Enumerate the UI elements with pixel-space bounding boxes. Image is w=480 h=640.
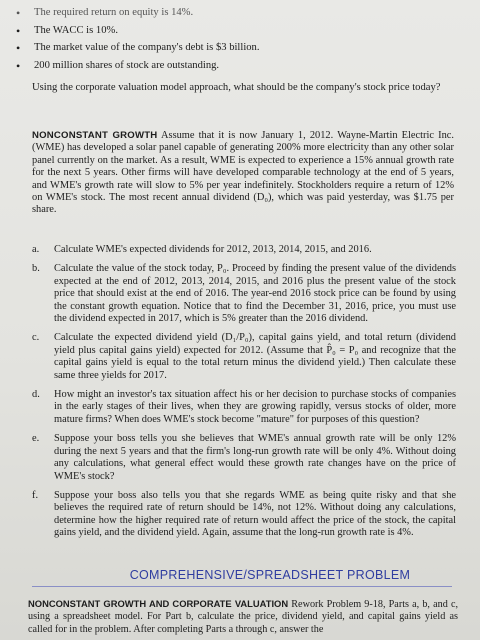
list-item bbox=[32, 332, 456, 382]
footer-heading: NONCONSTANT GROWTH AND CORPORATE VALUATION bbox=[28, 598, 289, 609]
part-text: Suppose your boss also tells you that she regards WME as being quite risky and that she believes the required rate of return should be 14%, not 12%. Without doing any calculations, determine how the higher required rate of return would affect the price of the stock, the capital gains yield, and the dividend yield. Again, assume that the long-run growth rate is 4%. bbox=[54, 489, 456, 539]
problem-heading: NONCONSTANT GROWTH bbox=[32, 130, 158, 141]
part-text: Calculate WME's expected dividends for 2012, 2013, 2014, 2015, and 2016. bbox=[54, 244, 372, 255]
valuation-question: Using the corporate valuation model approach, what should be the company's stock price today? bbox=[32, 82, 441, 93]
part-letter: b. bbox=[32, 263, 40, 275]
list-item: • The WACC is 10%. bbox=[12, 24, 462, 39]
problem-statement bbox=[32, 130, 454, 217]
part-letter: f. bbox=[32, 489, 39, 501]
list-item: • The market value of the company's debt is $3 billion. bbox=[12, 41, 462, 56]
part-letter: e. bbox=[32, 433, 40, 445]
footer-text: Rework Problem 9-18, Parts a, b, and c, using a spreadsheet model. For Part b, calculate the price, dividend yield, and capital gains yield as called for in the problem. After completing Parts a through c, answer the bbox=[28, 599, 459, 635]
assumption-list bbox=[12, 6, 462, 76]
spreadsheet-problem bbox=[28, 598, 458, 636]
list-item: • The required return on equity is 14%. bbox=[12, 6, 462, 21]
part-text: Calculate the expected dividend yield (D₁/P₀), capital gains yield, and total return (dividend yield plus capital gains yield) expected for 2012. (Assume that P̂₀ = P₀ and recognize that the capital gains yield is equal to the total return minus the dividend yield.) Then calculate these same three yields for 2017. bbox=[54, 332, 456, 381]
part-letter: a. bbox=[32, 244, 40, 255]
problem-text: Assume that it is now January 1, 2012. Wayne-Martin Electric Inc. (WME) has developed a solar panel capable of generating 200% more electricity than any other solar panel currently on the market. As a result, WME is expected to experience a 15% annual growth rate for the next 5 years. Other firms will have developed comparable technology at the end of 5 years, and WME's growth rate will slow to 5% per year indefinitely. Stockholders require a return of 12% on WME's stock. The most recent annual dividend (D₀), which was paid yesterday, was $1.75 per share. bbox=[32, 130, 454, 216]
part-text: Suppose your boss tells you she believes that WME's annual growth rate will be only 12% during the next 5 years and that the firm's long-run growth rate will be only 4%. Without doing any calculations, what general effect would these growth rate changes have on the price of WME's stock? bbox=[54, 433, 456, 482]
list-item bbox=[32, 244, 456, 256]
section-title: COMPREHENSIVE/SPREADSHEET PROBLEM bbox=[129, 568, 411, 582]
part-text: How might an investor's tax situation affect his or her decision to purchase stocks of companies in the early stages of their lives, when they are growing rapidly, versus stocks of older, more mature firms? When does WME's stock become "mature" for purposes of this question? bbox=[54, 389, 456, 425]
part-letter: c. bbox=[32, 332, 40, 344]
list-item bbox=[32, 490, 456, 540]
list-item bbox=[32, 263, 456, 325]
part-letter: d. bbox=[32, 389, 40, 401]
part-text: Calculate the value of the stock today, P₀. Proceed by finding the present value of the dividends expected at the end of 2012, 2013, 2014, 2015, and 2016 plus the present value of the stock price that should exist at the end of 2016. The year-end 2016 stock price can be found by using the constant growth equation. Notice that to find the December 31, 2016, price, you must use the dividend expected in 2017, which is 5% greater than the 2016 dividend. bbox=[54, 263, 456, 325]
list-item bbox=[32, 389, 456, 426]
list-item bbox=[32, 433, 456, 483]
list-item: • 200 million shares of stock are outstanding. bbox=[12, 59, 462, 74]
problem-parts bbox=[32, 244, 456, 547]
section-divider bbox=[32, 586, 452, 587]
